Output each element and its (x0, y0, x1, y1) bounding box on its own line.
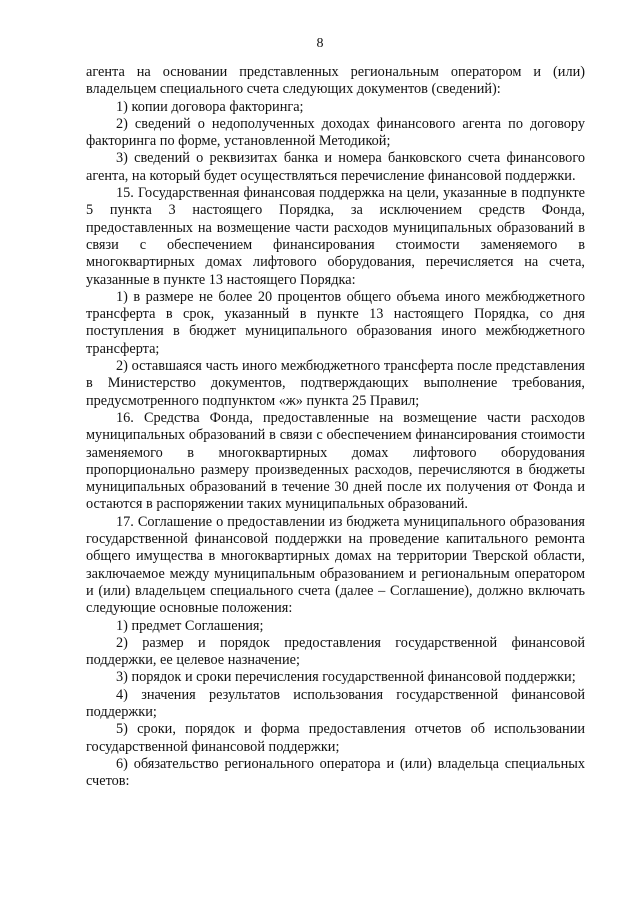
paragraph: 17. Соглашение о предоставлении из бюджета муниципального образования государственной финансовой поддержки на проведение капитального ремонта общего имущества в многоквартирных домах на территории Тверской области, заключаемое между муниципальным образованием и региональным оператором и (или) владельцем специального счета (далее – Соглашение), должно включать следующие основные положения: (86, 513, 585, 617)
paragraph: 1) копии договора факторинга; (116, 98, 304, 115)
paragraph: 1) в размере не более 20 процентов общего объема иного межбюджетного трансферта в срок, указанный в пункте 13 настоящего Порядка, со дня поступления в бюджет муниципального образования иного межбюджетного трансферта; (86, 288, 585, 357)
paragraph: 15. Государственная финансовая поддержка на цели, указанные в подпункте 5 пункта 3 настоящего Порядка, за исключением средств Фонда, предоставленных на возмещение части расходов муниципальных образований в связи с обеспечением финансирования стоимости заменяемого в многоквартирных домах лифтового оборудования, перечисляется на счета, указанные в пункте 13 настоящего Порядка: (86, 185, 585, 288)
paragraph: 6) обязательство регионального оператора и (или) владельца специальных счетов: (86, 755, 585, 790)
paragraph: 3) сведений о реквизитах банка и номера банковского счета финансового агента, на который будет осуществляться перечисление финансовой поддержки. (86, 150, 585, 184)
paragraph: 1) предмет Соглашения; (116, 617, 264, 634)
paragraph: 5) сроки, порядок и форма предоставления отчетов об использовании государственной финансовой поддержки; (86, 721, 585, 755)
paragraph: 16. Средства Фонда, предоставленные на возмещение части расходов муниципальных образований в связи с обеспечением финансирования стоимости заменяемого в многоквартирных домах лифтового оборудования пропорционально размеру произведенных расходов, перечисляются в бюджеты муниципальных образований в течение 30 дней после их получения от Фонда и остаются в распоряжении таких муниципальных образований. (86, 409, 585, 513)
page-number: 8 (316, 36, 324, 51)
paragraph: 2) сведений о недополученных доходах финансового агента по договору факторинга по форме, установленной Методикой; (86, 115, 585, 150)
document-body (86, 64, 585, 790)
paragraph: 2) оставшаяся часть иного межбюджетного трансферта после представления в Министерство документов, подтверждающих выполнение требования, предусмотренного подпунктом «ж» пункта 25 Правил; (86, 358, 585, 409)
paragraph: 4) значения результатов использования государственной финансовой поддержки; (86, 686, 585, 720)
paragraph: 3) порядок и сроки перечисления государственной финансовой поддержки; (116, 669, 576, 686)
paragraph: агента на основании представленных региональным оператором и (или) владельцем специального счета следующих документов (сведений): (86, 64, 585, 98)
paragraph: 2) размер и порядок предоставления государственной финансовой поддержки, ее целевое назначение; (86, 634, 585, 669)
